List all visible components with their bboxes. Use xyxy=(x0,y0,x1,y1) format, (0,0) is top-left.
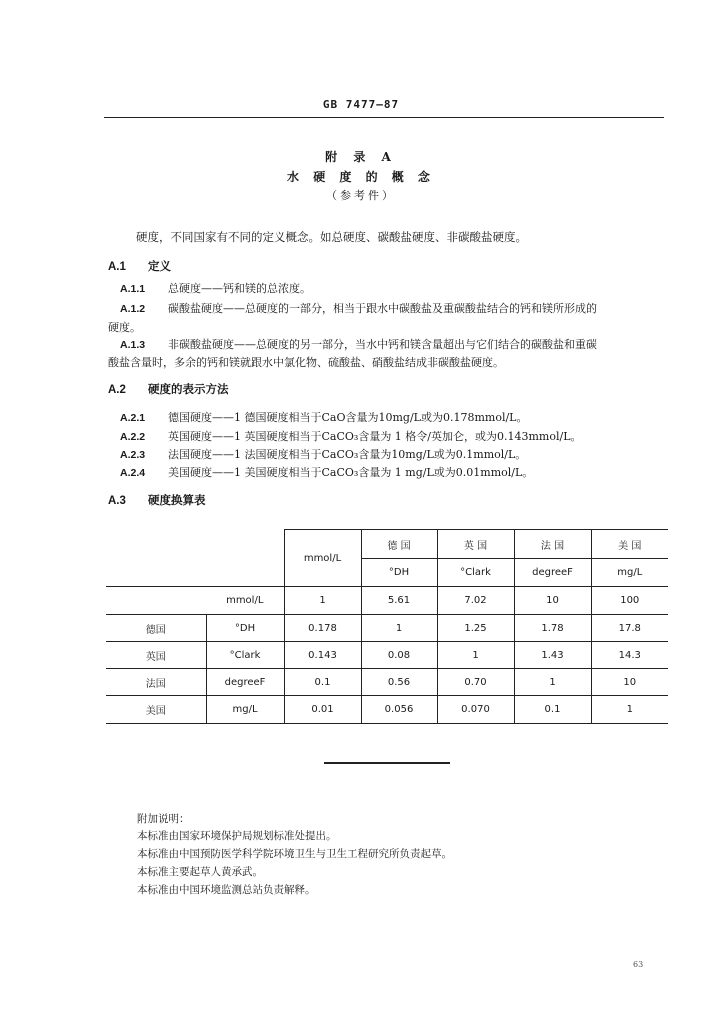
rep-a2-1 xyxy=(120,409,527,425)
notes-line: 本标准主要起草人黄承武。 xyxy=(137,866,263,878)
section-title: 定义 xyxy=(148,259,171,273)
notes-heading: 附加说明： xyxy=(137,813,190,825)
table-cell: 0.08 xyxy=(361,642,437,669)
table-row-country: 英国 xyxy=(106,642,206,669)
def-a1-1 xyxy=(120,280,311,296)
end-separator-rule xyxy=(324,762,450,764)
header-rule xyxy=(104,117,664,118)
item-number: A.2.1 xyxy=(120,412,146,424)
table-cell: 14.3 xyxy=(591,642,668,669)
table-unit-header: mg/L xyxy=(591,559,668,587)
appendix-kind: （参考件） xyxy=(326,189,396,202)
table-row-unit: mg/L xyxy=(206,696,284,724)
rep-a2-3 xyxy=(120,446,526,462)
def-a1-2 xyxy=(120,300,597,316)
table-cell: 0.143 xyxy=(284,642,361,669)
item-number: A.2.3 xyxy=(120,449,146,461)
table-corner-blank xyxy=(106,559,284,587)
rep-a2-2 xyxy=(120,428,582,444)
section-title: 硬度的表示方法 xyxy=(148,382,229,396)
appendix-title: 水 硬 度 的 概 念 xyxy=(287,170,435,184)
item-text: 总硬度——钙和镁的总浓度。 xyxy=(168,282,311,295)
table-cell: 0.1 xyxy=(514,696,591,724)
table-corner-unit: mmol/L xyxy=(284,530,361,587)
item-number: A.1.3 xyxy=(120,339,146,351)
table-row-unit: degreeF xyxy=(206,669,284,696)
notes-line: 本标准由中国环境监测总站负责解释。 xyxy=(137,884,316,896)
table-cell: 17.8 xyxy=(591,615,668,642)
item-text: 法国硬度——1 法国硬度相当于CaCO₃含量为10mg/L或为0.1mmol/L。 xyxy=(168,448,527,461)
table-row xyxy=(106,642,668,669)
table-country-header: 法 国 xyxy=(514,530,591,559)
table-cell: 0.56 xyxy=(361,669,437,696)
table-row-country xyxy=(106,587,206,615)
table-row-unit: °DH xyxy=(206,615,284,642)
table-cell: 1.78 xyxy=(514,615,591,642)
rep-a2-4 xyxy=(120,464,533,480)
table-country-header: 德 国 xyxy=(361,530,437,559)
page-number: 63 xyxy=(633,960,644,969)
item-text: 碳酸盐硬度——总硬度的一部分，相当于跟水中碳酸盐及重碳酸盐结合的钙和镁所形成的 xyxy=(168,302,597,315)
table-cell: 0.70 xyxy=(437,669,514,696)
item-number: A.1.2 xyxy=(120,303,146,315)
table-row-country: 法国 xyxy=(106,669,206,696)
table-cell: 1 xyxy=(514,669,591,696)
table-cell: 10 xyxy=(514,587,591,615)
item-number: A.2.4 xyxy=(120,467,146,479)
table-cell: 0.1 xyxy=(284,669,361,696)
table-cell: 10 xyxy=(591,669,668,696)
section-number: A.2 xyxy=(108,384,126,396)
table-country-header: 英 国 xyxy=(437,530,514,559)
table-row-country: 美国 xyxy=(106,696,206,724)
def-a1-3 xyxy=(120,336,597,352)
table-cell: 1.25 xyxy=(437,615,514,642)
hardness-conversion-table xyxy=(106,529,668,724)
table-cell: 1.43 xyxy=(514,642,591,669)
table-row-country: 德国 xyxy=(106,615,206,642)
item-number: A.2.2 xyxy=(120,431,146,443)
standard-number-header: GB 7477—87 xyxy=(322,98,400,111)
table-cell: 1 xyxy=(437,642,514,669)
section-title: 硬度换算表 xyxy=(148,493,206,507)
item-number: A.1.1 xyxy=(120,283,146,295)
table-row xyxy=(106,669,668,696)
table-cell: 7.02 xyxy=(437,587,514,615)
table-cell: 0.070 xyxy=(437,696,514,724)
intro-paragraph: 硬度，不同国家有不同的定义概念。如总硬度、碳酸盐硬度、非碳酸盐硬度。 xyxy=(136,230,527,244)
table-row xyxy=(106,615,668,642)
section-number: A.3 xyxy=(108,495,126,507)
item-text: 非碳酸盐硬度——总硬度的另一部分，当水中钙和镁含量超出与它们结合的碳酸盐和重碳 xyxy=(168,338,597,351)
table-row-unit: °Clark xyxy=(206,642,284,669)
def-a1-2-continuation: 硬度。 xyxy=(108,321,141,334)
section-a2-heading xyxy=(108,381,229,397)
table-row xyxy=(106,587,668,615)
section-a3-heading xyxy=(108,492,206,508)
item-text: 德国硬度——1 德国硬度相当于CaO含量为10mg/L或为0.178mmol/L。 xyxy=(168,411,528,424)
table-cell: 0.056 xyxy=(361,696,437,724)
table-cell: 1 xyxy=(591,696,668,724)
item-text: 英国硬度——1 英国硬度相当于CaCO₃含量为 1 格令/英加仑，或为0.143mmol/L。 xyxy=(168,430,582,443)
section-number: A.1 xyxy=(108,261,126,273)
table-country-header: 美 国 xyxy=(591,530,668,559)
table-header-row-countries xyxy=(106,530,668,559)
appendix-label: 附 录 A xyxy=(325,150,397,164)
table-cell: 1 xyxy=(284,587,361,615)
table-row xyxy=(106,696,668,724)
table-corner-blank xyxy=(106,530,284,559)
table-cell: 1 xyxy=(361,615,437,642)
table-row-unit: mmol/L xyxy=(206,587,284,615)
section-a1-heading xyxy=(108,258,171,274)
table-unit-header: °Clark xyxy=(437,559,514,587)
table-cell: 0.01 xyxy=(284,696,361,724)
table-cell: 100 xyxy=(591,587,668,615)
table-unit-header: degreeF xyxy=(514,559,591,587)
table-cell: 5.61 xyxy=(361,587,437,615)
def-a1-3-continuation: 酸盐含量时，多余的钙和镁就跟水中氯化物、硫酸盐、硝酸盐结成非碳酸盐硬度。 xyxy=(108,356,504,369)
notes-line: 本标准由国家环境保护局规划标准处提出。 xyxy=(137,830,337,842)
table-header-row-units xyxy=(106,559,668,587)
table-unit-header: °DH xyxy=(361,559,437,587)
table-cell: 0.178 xyxy=(284,615,361,642)
item-text: 美国硬度——1 美国硬度相当于CaCO₃含量为 1 mg/L或为0.01mmol/L。 xyxy=(168,466,534,479)
notes-line: 本标准由中国预防医学科学院环境卫生与卫生工程研究所负责起草。 xyxy=(137,848,452,860)
